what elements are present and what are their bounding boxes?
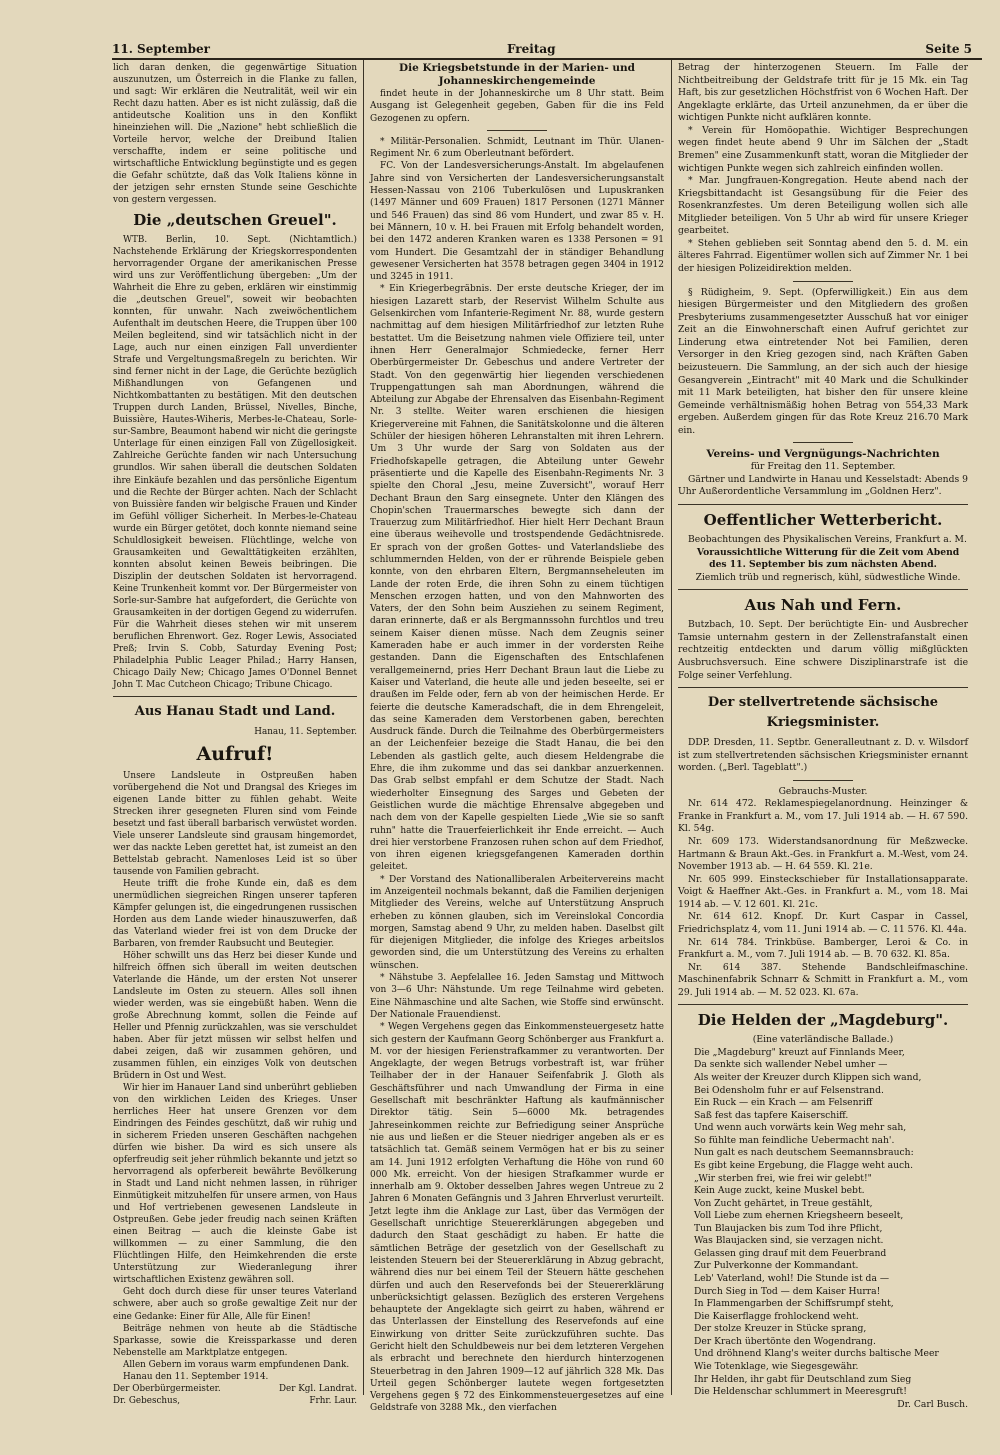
kriegsbetstunde-headline: Die Kriegsbetstunde in der Marien- und Johanneskirchengemeinde xyxy=(399,62,635,87)
section-divider xyxy=(678,589,968,590)
gebrauchsmuster-heading: Gebrauchs-Muster. xyxy=(778,785,868,797)
aufruf-paragraph: Allen Gebern im voraus warm empfundenen Dank. xyxy=(123,1359,350,1370)
landesversicherung-article: FC. Von der Landesversicherungs-Anstalt. Im abgelaufenen Jahre sind von Versicherten der Landesversicherungsanstalt Hessen-Nassau von 2106 Tuberkulösen und Lupuskranken (1497 Männer und 609 Frauen) 1817 Personen (1271 Männer und 546 Frauen) das sind 86 vom Hundert, und zwar 85 v. H. bei Männern, 10 v. H. bei Frauen mit Erfolg behandelt worden, bei den 1472 anderen Kranken waren es 1338 Personen = 91 vom Hundert. Die Gesamtzahl der in ständiger Behandlung gewesener Versicherten hat 3578 betragen gegen 3404 in 1912 und 3245 in 1911. xyxy=(370,161,664,283)
greuel-headline: Die „deutschen Greuel". xyxy=(133,211,337,230)
gebrauchsmuster-entry: Nr. 614 472. Reklamespiegelanordnung. Heinzinger & Franke in Frankfurt a. M., vom 17. Juli 1914 ab. — H. 67 590. Kl. 54g. xyxy=(678,798,968,835)
gebrauchsmuster-entry: Nr. 609 173. Widerstandsanordnung für Meßzwecke. Hartmann & Braun Akt.-Ges. in Frankfurt a. M.-West, vom 24. November 1913 ab. — H. 64 559. Kl. 21e. xyxy=(678,836,968,873)
steuer-vergehen-article: * Wegen Vergehens gegen das Einkommensteuergesetz hatte sich gestern der Kaufmann Georg Schönberger aus Frankfurt a. M. vor der hiesigen Ferienstrafkammer zu verantworten. Der Angeklagte, der wegen Betrugs vorbestraft ist, war früher Teilhaber der in der Hanauer Seifenfabrik J. Gloth als Geschäftsführer und nach Umwandlung der Firma in eine Gesellschaft mit beschränkter Haftung als kaufmännischer Direktor tätig. Sein 5—6000 Mk. betragendes Jahreseinkommen reichte zur Befriedigung seiner Ansprüche nie aus und ließen er die Steuer niedriger angeben als er es tatsächlich tat. Gemäß seinem Vermögen hat er bis zu seiner am 14. Juni 1912 erfolgten Verhaftung die Höhe von rund 60 000 Mk. erreicht. Von der hiesigen Strafkammer wurde er innerhalb am 9. Oktober desselben Jahres wegen Untreue zu 2 Jahren 6 Monaten Gefängnis und 3 Jahren Ehrverlust verurteilt. Jetzt legte ihm die Anklage zur Last, über das Vermögen der Gesellschaft unrichtige Steuererklärungen abgegeben und dadurch den Staat geschädigt zu haben. Er hatte die sämtlichen Beträge der gesetzlich von der Gesellschaft zu leistenden Steuern bei der Steuererklärung in Abzug gebracht, während dies nur bei einem Teil der Steuern hätte geschehen dürfen und auch den Reservefonds bei der Steuererklärung unberücksichtigt gelassen. Bezüglich des ersteren Vergehens behauptete der Angeklagte sich geirrt zu haben, während er das Unterlassen der Einstellung des Reservefonds auf eine Einwirkung von dritter Seite zurückzuführen suchte. Das Gericht hielt den Schuldbeweis nur bei dem letzteren Vergehen als erbracht und berechnete den hierdurch hinterzogenen Steuerbetrag in den Jahren 1909—12 auf jährlich 328 Mk. Das Urteil gegen Schönberger lautete wegen fortgesetzten Vergehens gegen § 72 des Einkommensteuergesetzes auf eine Geldstrafe von 3288 Mk., den vierfachen xyxy=(370,1022,664,1414)
italy-article-tail: lich daran denken, die gegenwärtige Situation auszunutzen, um Österreich in die Flanke zu fallen, und sagt: Wir erklären die Neutralität, weil wir ein Recht dazu hatten. Aber es ist nicht zulässig, daß die antideutsche Koalition uns in den Konflikt hineinziehen will. Die „Nazione" hebt schließlich die Vorteile hervor, welche der Dreibund Italien verschaffte, indem er seine politische und wirtschaftliche Entwicklung begünstigte und es gegen die Gefahr schützte, daß das Volk Italiens könne in der jetzigen sehr ernsten Stunde seine Geschichte von gestern vergessen. xyxy=(113,63,357,206)
header-page-number: Seite 5 xyxy=(925,42,972,56)
page-header xyxy=(112,38,972,58)
poem-line: Der Krach übertönte den Wogendrang. xyxy=(694,1335,876,1347)
poem-line: Tun Blaujacken bis zum Tod ihre Pflicht, xyxy=(694,1222,883,1234)
poem-line: Wie Totenklage, wie Siegesgewähr. xyxy=(694,1360,859,1372)
homoeopathie-notice: * Verein für Homöopathie. Wichtiger Besprechungen wegen findet heute abend 9 Uhr im Sälchen der „Stadt Bremen" eine Zusammenkunft statt, woran die Mitglieder der wichtigen Punkte wegen sich zahlreich einfinden wollen. xyxy=(678,124,968,174)
wetter-forecast: Ziemlich trüb und regnerisch, kühl, südwestliche Winde. xyxy=(695,571,961,583)
aufruf-paragraph: Geht doch durch diese für unser teures Vaterland schwere, aber auch so große gewaltige Zeit nur der eine Gedanke: Einer für Alle, Alle für Einen! xyxy=(113,1287,357,1322)
column-1 xyxy=(113,62,357,1407)
poem-subtitle: (Eine vaterländische Ballade.) xyxy=(752,1034,894,1046)
poem-line: Bei Odensholm fuhr er auf Felsenstrand. xyxy=(694,1084,884,1096)
header-rule xyxy=(112,58,982,60)
gebrauchsmuster-entry: Nr. 614 612. Knopf. Dr. Kurt Caspar in Cassel, Friedrichsplatz 4, vom 11. Juni 1914 ab. — C. 11 576. Kl. 44a. xyxy=(678,911,968,935)
steuer-vergehen-continued: Betrag der hinterzogenen Steuern. Im Falle der Nichtbeitreibung der Geldstrafe tritt für je 15 Mk. ein Tag Haft, bis zur gesetzlichen Höchstfrist von 6 Wochen Haft. Der Angeklagte erklärte, das Urteil anzunehmen, da er über die wichtigen Punkte nicht aufklären konnte. xyxy=(678,62,968,124)
kriegsminister-article: DDP. Dresden, 11. Septbr. Generalleutnant z. D. v. Wilsdorf ist zum stellvertretenden sächsischen Kriegsminister ernannt worden. („Berl. Tageblatt".) xyxy=(678,737,968,774)
poem-line: Voll Liebe zum ehernen Kriegsheern beseelt, xyxy=(694,1210,904,1222)
poem-line: Von Zucht gehärtet, in Treue gestählt, xyxy=(694,1197,873,1209)
vereins-heading: Vereins- und Vergnügungs-Nachrichten xyxy=(706,448,940,461)
militaer-personalien: * Militär-Personalien. Schmidt, Leutnant im Thür. Ulanen-Regiment Nr. 6 zum Oberleutnant befördert. xyxy=(370,136,664,160)
greuel-article: WTB. Berlin, 10. Sept. (Nichtamtlich.) Nachstehende Erklärung der Kriegskorrespondenten hervorragender Organe der amerikanischen Presse wird uns zur Veröffentlichung übergeben: „Um der Wahrheit die Ehre zu geben, erklären wir einstimmig die „deutschen Greuel", soweit wir beobachten konnten, für unwahr. Nach zweiwöchentlichem Aufenthalt im deutschen Heere, die Truppen über 100 Meilen begleitend, sind wir tatsächlich nicht in der Lage, auch nur einen einzigen Fall unverdienter Strafe und Vergeltungsmaßregeln zu berichten. Wir sind ferner nicht in der Lage, die Gerüchte bezüglich Mißhandlungen von Gefangenen und Nichtkombattanten zu bestätigen. Mit den deutschen Truppen durch Landen, Brüssel, Nivelles, Binche, Buissière, Hautes-Wiheris, Merbes-le-Chateau, Sorle-sur-Sambre, Beaumont habend wir nicht die geringste Unterlage für einen einzigen Fall von Zügellosigkeit. Zahlreiche Gerüchte fanden wir nach Untersuchung grundlos. Wir sahen überall die deutschen Soldaten ihre Einkäufe bezahlen und das persönliche Eigentum und die Rechte der Bürger achten. Nach der Schlacht von Buissière fanden wir belgische Frauen und Kinder im Gefühl völliger Sicherheit. In Merbes-le-Chateau wurde ein Bürger getötet, doch konnte niemand seine Schuldlosigkeit beweisen. Flüchtlinge, welche von Grausamkeiten und Gewalttätigkeiten erzählten, konnten absolut keinen Beweis beibringen. Die Disziplin der deutschen Soldaten ist hervorragend. Keine Trunkenheit kommt vor. Der Bürgermeister von Sorle-sur-Sambre hat aufgefordert, die Gerüchte von Grausamkeiten in der dortigen Gegend zu widerrufen. Für die Wahrheit dieses stehen wir mit unserem beruflichen Ehrenwort. Gez. Roger Lewis, Associated Preß; Irvin S. Cobb, Saturday Evening Post; Philadelphia Public Leager Philad.; Harry Hansen, Chicago Daily New; Chicago James O'Donnel Bennet John T. Mac Cutcheon Chicago; Tribune Chicago. xyxy=(113,235,357,690)
section-divider xyxy=(113,696,357,697)
signature-title-right: Der Kgl. Landrat. xyxy=(278,1383,357,1394)
poem-line: Und dröhnend Klang's weiter durchs baltische Meer xyxy=(694,1348,939,1360)
header-weekday: Freitag xyxy=(507,42,556,56)
vereins-subheading: für Freitag den 11. September. xyxy=(750,461,896,473)
section-divider xyxy=(678,1004,968,1005)
poem-author: Dr. Carl Busch. xyxy=(897,1398,968,1410)
poem-line: Nun galt es nach deutschem Seemannsbrauch: xyxy=(694,1147,914,1159)
poem-line: Ein Ruck — ein Krach — am Felsenriff xyxy=(694,1097,873,1109)
poem-line: Was Blaujacken sind, sie verzagen nicht. xyxy=(694,1235,884,1247)
poem-line: Die „Magdeburg" kreuzt auf Finnlands Meer, xyxy=(694,1046,905,1058)
kongregation-notice: * Mar. Jungfrauen-Kongregation. Heute abend nach der Kriegsbittandacht ist Gesangsübung für die Feier des Rosenkranzfestes. Um deren Beteiligung wollen sich alle Mitglieder beteiligen. Von 5 Uhr ab wird für unsere Krieger gearbeitet. xyxy=(678,175,968,237)
header-date: 11. September xyxy=(112,42,210,56)
poem-line: Als weiter der Kreuzer durch Klippen sich wand, xyxy=(694,1072,922,1083)
dateline: Hanau, 11. September. xyxy=(254,726,357,737)
aufruf-sign-date: Hanau den 11. September 1914. xyxy=(123,1371,269,1382)
divider xyxy=(793,780,853,781)
naehstube-notice: * Nähstube 3. Aepfelallee 16. Jeden Samstag und Mittwoch von 3—6 Uhr: Nähstunde. Um rege Teilnahme wird gebeten. Eine Nähmaschine und alte Sachen, wie Stoffe sind erwünscht. Der Nationale Frauendienst. xyxy=(370,973,664,1020)
column-3 xyxy=(678,62,968,1411)
wetter-forecast-heading: Voraussichtliche Witterung für die Zeit vom Abend des 11. September bis zum nächsten Abend. xyxy=(696,546,960,571)
aufruf-paragraph: Unsere Landsleute in Ostpreußen haben vorübergehend die Not und Drangsal des Krieges im eigenen Lande bitter zu fühlen gehabt. Weite Strecken ihrer gesegneten Fluren sind vom Feinde besetzt und fast überall barbarisch verwüstet worden. Viele unserer Landsleute sind grausam hingemordet, wer das nackte Leben gerettet hat, ist zumeist an den Bettelstab gebracht. Namenloses Leid ist so über tausende von Familien gebracht. xyxy=(113,770,357,877)
butzbach-article: Butzbach, 10. Sept. Der berüchtigte Ein- und Ausbrecher Tamsie unternahm gestern in der Zellenstrafanstalt einen rechtzeitig entdeckten und darum völlig mißglückten Ausbruchsversuch. Eine schwere Disziplinarstrafe ist die Folge seiner Verfehlung. xyxy=(678,619,968,681)
poem-line: Da senkte sich wallender Nebel umher — xyxy=(694,1059,888,1071)
signature-name-right: Frhr. Laur. xyxy=(309,1395,357,1406)
local-section-heading: Aus Hanau Stadt und Land. xyxy=(134,703,336,719)
section-divider xyxy=(678,504,968,505)
aufruf-headline: Aufruf! xyxy=(196,742,274,765)
column-rule-1 xyxy=(363,60,364,1395)
poem-title: Die Helden der „Magdeburg". xyxy=(697,1011,949,1030)
poem-line: In Flammengarben der Schiffsrumpf steht, xyxy=(694,1298,894,1310)
poem-line: Durch Sieg in Tod — dem Kaiser Hurra! xyxy=(694,1285,881,1297)
poem-line: Gelassen ging drauf mit dem Feuerbrand xyxy=(694,1247,887,1259)
aufruf-paragraph: Beiträge nehmen von heute ab die Städtische Sparkasse, sowie die Kreissparkasse und deren Nebenstelle am Marktplatze entgegen. xyxy=(113,1323,357,1358)
signature-name-left: Dr. Gebeschus, xyxy=(113,1395,181,1406)
kriegerbegraebnis-article: * Ein Kriegerbegräbnis. Der erste deutsche Krieger, der im hiesigen Lazarett starb, der Reservist Wilhelm Schulte aus Gelsenkirchen vom Infanterie-Regiment Nr. 88, wurde gestern nachmittag auf dem hiesigen Militärfriedhof zur letzten Ruhe bestattet. Um die Beisetzung nahmen viele Offiziere teil, unter ihnen Herr Generalmajor Schmiedecke, ferner Herr Oberbürgermeister Dr. Gebeschus und andere Vertreter der Stadt. Von den gegenwärtig hier liegenden verschiedenen Truppengattungen sah man Abordnungen, während die Abteilung zur Abgabe der Ehrensalven das Eisenbahn-Regiment Nr. 3 stellte. Weiter waren erschienen die hiesigen Kriegervereine mit Fahnen, die Sanitätskolonne und die älteren Schüler der hiesigen höheren Lehranstalten mit ihren Lehrern. Um 3 Uhr wurde der Sarg von Soldaten aus der Friedhofskapelle getragen, die Abteilung unter Gewehr präsentierte und die Kapelle des Eisenbahn-Regiments Nr. 3 spielte den Choral „Jesu, meine Zuversicht", worauf Herr Dechant Braun den Sarg einsegnete. Unter den Klängen des Chopin'schen Trauermarsches bewegte sich dann der Trauerzug zum Militärfriedhof. Hier hielt Herr Dechant Braun eine überaus weihevolle und trostspendende Gedächtnisrede. Er sprach von der großen Gottes- und Vaterlandsliebe des schlummernden Helden, von der er rührende Beispiele geben konnte, von den ehrbaren Eltern, Bergmannseheleuten im Lande der roten Erde, die ihren Sohn zu einem tüchtigen Menschen erzogen hatten, und von den Mahnworten des Vaters, der den Sohn beim Ausziehen zu seinem Regiment, daran erinnerte, daß er als Bergmannssohn furchtlos und treu seinem Kaiser dienen müsse. Nach dem Zeugnis seiner Kameraden habe er auch immer in der vordersten Reihe gestanden. Dann die Eigenschaften des Entschlafenen verallgemeinernd, pries Herr Dechant Braun laut die Liebe zu Kaiser und Vaterland, die heute alle und jeden beseelte, sei er draußen im Felde oder, fern ab von der heimischen Herde. Er feierte die deutsche Kameradschaft, die in dem Ehrengeleit, das seine Kameraden dem Verstorbenen gaben, berechten Ausdruck fände. Durch die Teilnahme des Oberbürgermeisters an der Leichenfeier bezeige die Stadt Hanau, die bei den Lebenden als gastlich gelte, auch diesem Heldengrabe die Ehre, die ihm zukomme und das sei dankbar anzuerkennen. Das Grab selbst empfahl er dem Schutze der Stadt. Nach wiederholter Einsegnung des Sarges und Gebeten der Geistlichen wurde die mächtige Ehrensalve abgegeben und nach dem von der Kapelle gespielten Liede „Wie sie so sanft ruhn" hatte die Trauerfeierlichkeit ihr Ende erreicht. — Auch drei hier verstorbene Franzosen ruhen schon auf dem Friedhof, von ihren eigenen kriegsgefangenen Kameraden dorthin geleitet. xyxy=(370,284,664,873)
poem-body xyxy=(678,1047,968,1399)
gebrauchsmuster-entry: Nr. 605 999. Einsteckschieber für Installationsapparate. Voigt & Haeffner Akt.-Ges. in Frankfurt a. M., vom 18. Mai 1914 ab. — V. 12 601. Kl. 21c. xyxy=(678,873,968,910)
divider xyxy=(487,130,547,131)
aufruf-paragraph: Wir hier im Hanauer Land sind unberührt geblieben von den wirklichen Leiden des Krieges. Unser herrliches Heer hat unsere Grenzen vor dem Eindringen des Feindes geschützt, daß wir ruhig und in sicherem Frieden unseren Geschäften nachgehen dürfen wie bisher. Da wird es sich unsere als opferfreudig seit jeher rühmlich bekannte und jetzt so hervorragend als opferbereit bewährte Bevölkerung in Stadt und Land nicht nehmen lassen, in rühriger Einmütigkeit mitzuhelfen für unsere armen, von Haus und Hof vertriebenen gewesenen Landsleute in Ostpreußen. Gebe jeder freudig nach seinen Kräften einen Beitrag — auch die kleinste Gabe ist willkommen — zu einer Sammlung, die den Flüchtlingen Hilfe, den Heimkehrenden die erste Unterstützung zur Wiederanlegung ihrer wirtschaftlichen Existenz gewähren soll. xyxy=(113,1083,357,1286)
poem-line: Der stolze Kreuzer in Stücke sprang, xyxy=(694,1323,867,1335)
ruedigheim-article: § Rüdigheim, 9. Sept. (Opferwilligkeit.) Ein aus dem hiesigen Bürgermeister und den Mitgliedern des großen Presbyteriums zusammengesetzter Ausschuß hat vor einiger Zeit an die Einwohnerschaft einen Aufruf gerichtet zur Linderung etwa eintretender Not bei Familien, deren Versorger in den Krieg gezogen sind, nach Kräften Gaben beizusteuern. Die Sammlung, an der sich auch der hiesige Gesangverein „Eintracht" mit 40 Mark und die Schulkinder mit 11 Mark beteiligten, hat bisher den für unsere kleine Gemeinde verhältnismäßig hohen Betrag von 554,33 Mark ergeben. Außerdem gingen für das Rote Kreuz 216.70 Mark ein. xyxy=(678,286,968,436)
poem-line: Zur Pulverkonne der Kommandant. xyxy=(694,1260,859,1272)
section-divider xyxy=(678,687,968,688)
poem-line: Die Heldenschar schlummert in Meeresgruft! xyxy=(694,1386,907,1398)
wetter-source: Beobachtungen des Physikalischen Vereins, Frankfurt a. M. xyxy=(688,534,967,545)
divider xyxy=(793,442,853,443)
signature-row xyxy=(113,1383,357,1395)
signature-row xyxy=(113,1395,357,1407)
divider xyxy=(793,281,853,282)
wetter-headline: Oeffentlicher Wetterbericht. xyxy=(703,511,943,529)
poem-line: Die Kaiserflagge frohlockend weht. xyxy=(694,1310,859,1322)
poem-line: Kein Auge zuckt, keine Muskel bebt. xyxy=(694,1185,865,1197)
column-2 xyxy=(370,62,664,1415)
signature-title-left: Der Oberbürgermeister. xyxy=(113,1383,221,1394)
poem-line: Saß fest das tapfere Kaiserschiff. xyxy=(694,1109,849,1121)
aufruf-paragraph: Höher schwillt uns das Herz bei dieser Kunde und hilfreich öffnen sich überall im weiten deutschen Vaterlande die Hände, um der ersten Not unserer Landsleute im Osten zu steuern. Alles soll ihnen wieder werden, was sie eingebüßt haben. Wenn die große Abrechnung kommt, sollen die Feinde auf Heller und Pfennig zurückzahlen, was sie verschuldet haben. Aber für jetzt müssen wir selbst helfen und dabei zeigen, daß wir zusammen gehören, und zusammen fühlen, ein einziges Volk von deutschen Brüdern in Ost und West. xyxy=(113,951,357,1082)
kriegsbetstunde-text: findet heute in der Johanneskirche um 8 Uhr statt. Beim Ausgang ist Gelegenheit gegeben, Gaben für die ins Feld Gezogenen zu opfern. xyxy=(370,89,664,124)
poem-line: So fühlte man feindliche Uebermacht nah'. xyxy=(694,1134,895,1146)
column-rule-2 xyxy=(671,60,672,1395)
kriegsminister-headline: Der stellvertretende sächsische Kriegsminister. xyxy=(707,695,939,731)
poem-line: „Wir sterben frei, wie frei wir gelebt!" xyxy=(694,1172,872,1184)
fahrrad-notice: * Stehen geblieben seit Sonntag abend den 5. d. M. ein älteres Fahrrad. Eigentümer wollen sich auf Zimmer Nr. 1 bei der hiesigen Polizeidirektion melden. xyxy=(678,237,968,274)
gebrauchsmuster-entry: Nr. 614 784. Trinkbüse. Bamberger, Leroi & Co. in Frankfurt a. M., vom 7. Juli 1914 ab. — B. 70 632. Kl. 85a. xyxy=(678,936,968,961)
aufruf-paragraph: Heute trifft die frohe Kunde ein, daß es dem unermüdlichen siegreichen Ringen unserer tapferen Kämpfer gelungen ist, die eingedrungenen russischen Horden aus dem Lande wieder hinauszuwerfen, daß das Vaterland wieder frei ist von dem Drucke der Barbaren, von fremder Raubsucht und Beutegier. xyxy=(113,878,357,950)
arbeiterverein-notice: * Der Vorstand des Nationalliberalen Arbeitervereins macht im Anzeigenteil nochmals bekannt, daß die Familien derjenigen Mitglieder des Vereins, welche auf Unterstützung Anspruch erheben zu können glauben, sich im Vereinslokal Concordia morgen, Samstag abend 9 Uhr, zu melden haben. Daselbst gilt für diejenigen Mitglieder, die infolge des Krieges arbeitslos geworden sind, die um Unterstützung des Vereins zu erhalten wünschen. xyxy=(370,874,664,971)
poem-line: Leb' Vaterland, wohl! Die Stunde ist da — xyxy=(694,1273,890,1284)
gebrauchsmuster-entry: Nr. 614 387. Stehende Bandschleifmaschine. Maschinenfabrik Schnarr & Schmitt in Frankfurt a. M., vom 29. Juli 1914 ab. — M. 52 023. Kl. 67a. xyxy=(678,961,968,998)
vereins-text: Gärtner und Landwirte in Hanau und Kesselstadt: Abends 9 Uhr Außerordentliche Versammlung im „Goldnen Herz". xyxy=(678,473,968,498)
poem-line: Ihr Helden, ihr gabt für Deutschland zum Sieg xyxy=(694,1373,912,1385)
poem-line: Es gibt keine Ergebung, die Flagge weht auch. xyxy=(694,1159,914,1171)
nah-fern-headline: Aus Nah und Fern. xyxy=(744,596,902,615)
poem-line: Und wenn auch vorwärts kein Weg mehr sah, xyxy=(694,1122,907,1134)
